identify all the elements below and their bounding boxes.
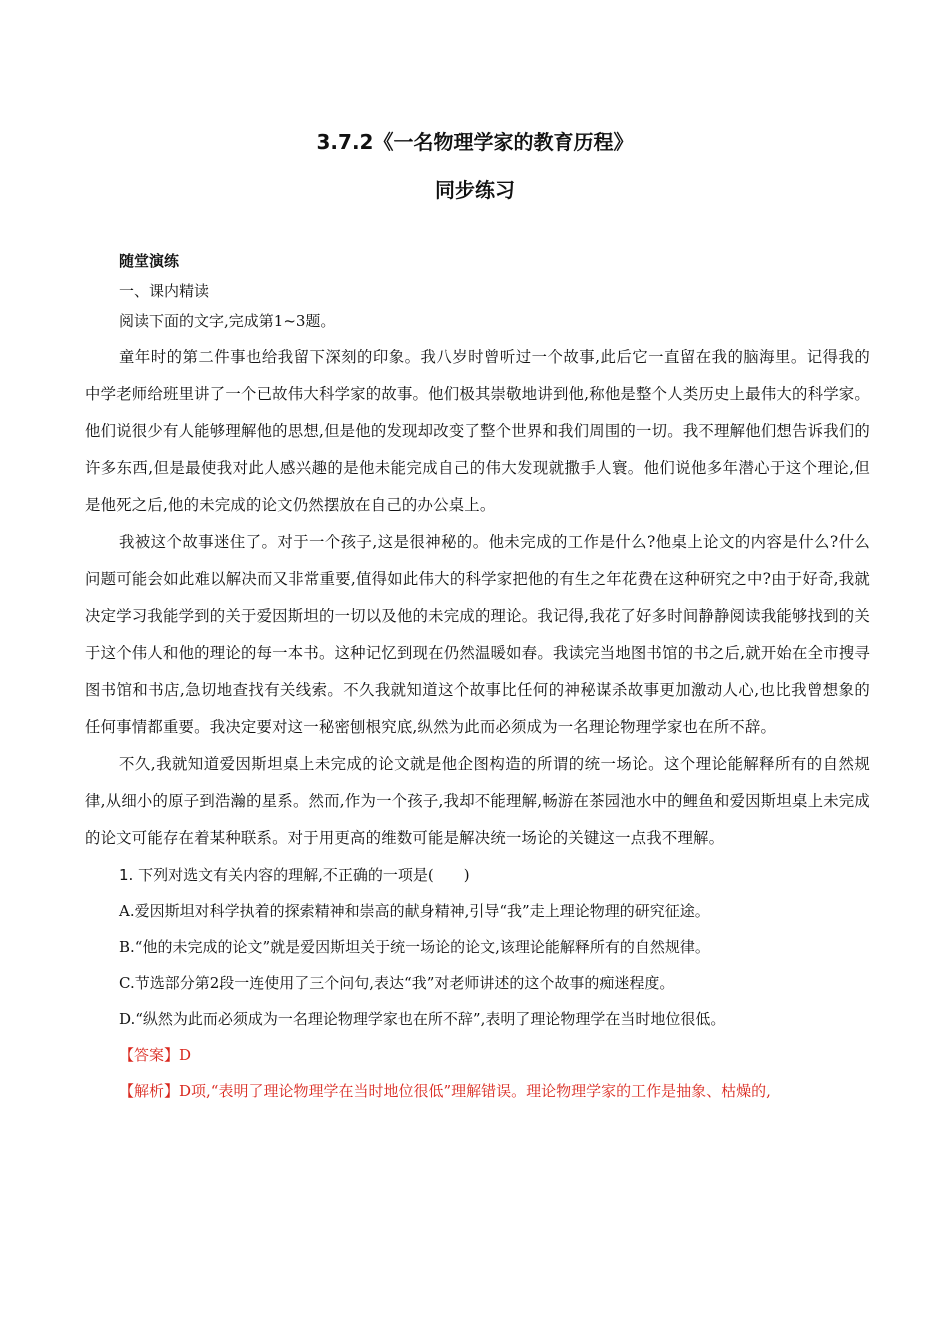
analysis-label: 【解析】 [119,1082,180,1100]
question-stem [85,857,870,893]
section-label: 随堂演练 [119,252,180,270]
reading-instruction: 阅读下面的文字,完成第1~3题。 [119,312,336,330]
page-subtitle: 同步练习 [435,178,515,202]
part-heading: 一、课内精读 [119,282,210,300]
question-1 [85,857,870,1109]
analysis-text: D项,“表明了理论物理学在当时地位很低”理解错误。理论物理学家的工作是抽象、枯燥的, [179,1082,771,1100]
question-text: 下列对选文有关内容的理解,不正确的一项是( ) [138,866,470,884]
document-body [85,246,870,1109]
answer-line [85,1037,870,1073]
question-number: 1. [119,866,134,884]
answer-value: D [179,1046,192,1064]
answer-label: 【答案】 [119,1046,180,1064]
option-a: A.爱因斯坦对科学执着的探索精神和崇高的献身精神,引导“我”走上理论物理的研究征途。 [119,902,710,920]
passage-paragraph-2: 我被这个故事迷住了。对于一个孩子,这是很神秘的。他未完成的工作是什么?他桌上论文的内容是什么?什么问题可能会如此难以解决而又非常重要,值得如此伟大的科学家把他的有生之年花费在这种研究之中?由于好奇,我就决定学习我能学到的关于爱因斯坦的一切以及他的未完成的理论。我记得,我花了好多时间静静阅读我能够找到的关于这个伟人和他的理论的每一本书。这种记忆到现在仍然温暖如春。我读完当地图书馆的书之后,就开始在全市搜寻图书馆和书店,急切地查找有关线索。不久我就知道这个故事比任何的神秘谋杀故事更加激动人心,也比我曾想象的任何事情都重要。我决定要对这一秘密刨根究底,纵然为此而必须成为一名理论物理学家也在所不辞。 [85,533,870,736]
option-b: B.“他的未完成的论文”就是爱因斯坦关于统一场论的论文,该理论能解释所有的自然规律。 [119,938,710,956]
page-title: 3.7.2《一名物理学家的教育历程》 [316,130,634,154]
option-c: C.节选部分第2段一连使用了三个问句,表达“我”对老师讲述的这个故事的痴迷程度。 [119,974,675,992]
passage-paragraph-1: 童年时的第二件事也给我留下深刻的印象。我八岁时曾听过一个故事,此后它一直留在我的脑海里。记得我的中学老师给班里讲了一个已故伟大科学家的故事。他们极其崇敬地讲到他,称他是整个人类历史上最伟大的科学家。他们说很少有人能够理解他的思想,但是他的发现却改变了整个世界和我们周围的一切。我不理解他们想告诉我们的许多东西,但是最使我对此人感兴趣的是他未能完成自己的伟大发现就撒手人寰。他们说他多年潜心于这个理论,但是他死之后,他的未完成的论文仍然摆放在自己的办公桌上。 [85,348,870,514]
passage-paragraph-3: 不久,我就知道爱因斯坦桌上未完成的论文就是他企图构造的所谓的统一场论。这个理论能解释所有的自然规律,从细小的原子到浩瀚的星系。然而,作为一个孩子,我却不能理解,畅游在茶园池水中的鲤鱼和爱因斯坦桌上未完成的论文可能存在着某种联系。对于用更高的维数可能是解决统一场论的关键这一点我不理解。 [85,755,870,847]
option-d: D.“纵然为此而必须成为一名理论物理学家也在所不辞”,表明了理论物理学在当时地位很低。 [119,1010,726,1028]
reading-passage [85,339,870,857]
analysis-line [85,1073,870,1109]
